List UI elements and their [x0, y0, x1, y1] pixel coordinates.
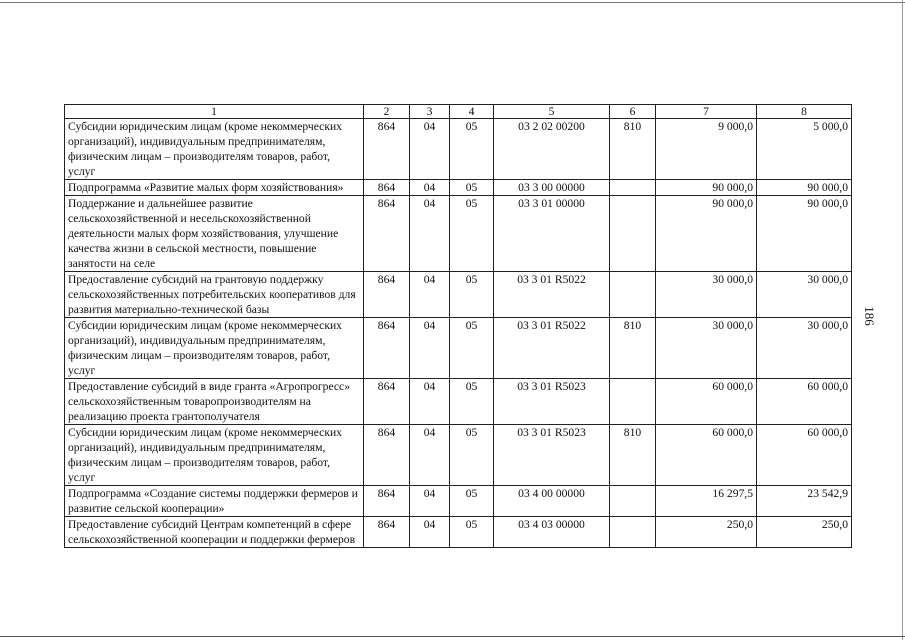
cell-subsection: 05 [450, 379, 494, 425]
scan-border-top [0, 2, 905, 3]
cell-expense-type: 810 [610, 119, 656, 180]
cell-amount-year-1: 250,0 [656, 517, 757, 548]
table-row [65, 272, 852, 318]
scan-border-bottom [0, 636, 905, 637]
cell-amount-year-1: 60 000,0 [656, 379, 757, 425]
cell-grbs-code: 864 [364, 425, 410, 486]
cell-grbs-code: 864 [364, 180, 410, 196]
cell-subsection: 05 [450, 318, 494, 379]
budget-table [64, 104, 852, 548]
table-row [65, 196, 852, 272]
cell-name: Предоставление субсидий на грантовую поддержку сельскохозяйственных потребительских кооперативов для развития материально-технической базы [65, 272, 364, 318]
cell-name: Подпрограмма «Создание системы поддержки фермеров и развитие сельской кооперации» [65, 486, 364, 517]
cell-subsection: 05 [450, 180, 494, 196]
cell-amount-year-2: 30 000,0 [757, 272, 852, 318]
cell-subsection: 05 [450, 119, 494, 180]
cell-expense-type: 810 [610, 318, 656, 379]
header-col-6: 6 [610, 105, 656, 119]
header-col-8: 8 [757, 105, 852, 119]
cell-section: 04 [410, 180, 450, 196]
cell-section: 04 [410, 119, 450, 180]
header-col-2: 2 [364, 105, 410, 119]
cell-amount-year-2: 90 000,0 [757, 180, 852, 196]
cell-section: 04 [410, 379, 450, 425]
cell-expense-type [610, 272, 656, 318]
cell-subsection: 05 [450, 272, 494, 318]
page-number: 186 [862, 306, 877, 326]
header-col-1: 1 [65, 105, 364, 119]
cell-subsection: 05 [450, 486, 494, 517]
cell-name: Субсидии юридическим лицам (кроме некоммерческих организаций), индивидуальным предпринимателям, физическим лицам – производителям товаров, работ, услуг [65, 318, 364, 379]
cell-target-article: 03 4 00 00000 [494, 486, 610, 517]
cell-target-article: 03 3 01 R5022 [494, 318, 610, 379]
cell-subsection: 05 [450, 517, 494, 548]
header-col-7: 7 [656, 105, 757, 119]
cell-expense-type [610, 196, 656, 272]
cell-target-article: 03 2 02 00200 [494, 119, 610, 180]
cell-expense-type [610, 379, 656, 425]
cell-grbs-code: 864 [364, 379, 410, 425]
table-row [65, 486, 852, 517]
cell-amount-year-2: 30 000,0 [757, 318, 852, 379]
header-col-3: 3 [410, 105, 450, 119]
cell-amount-year-2: 250,0 [757, 517, 852, 548]
cell-name: Субсидии юридическим лицам (кроме некоммерческих организаций), индивидуальным предпринимателям, физическим лицам – производителям товаров, работ, услуг [65, 119, 364, 180]
cell-amount-year-1: 9 000,0 [656, 119, 757, 180]
cell-name: Предоставление субсидий Центрам компетенций в сфере сельскохозяйственной кооперации и поддержки фермеров [65, 517, 364, 548]
cell-grbs-code: 864 [364, 196, 410, 272]
cell-name: Подпрограмма «Развитие малых форм хозяйствования» [65, 180, 364, 196]
cell-expense-type [610, 486, 656, 517]
cell-grbs-code: 864 [364, 119, 410, 180]
cell-amount-year-2: 90 000,0 [757, 196, 852, 272]
cell-section: 04 [410, 425, 450, 486]
cell-section: 04 [410, 318, 450, 379]
cell-amount-year-1: 90 000,0 [656, 180, 757, 196]
cell-section: 04 [410, 272, 450, 318]
table-row [65, 379, 852, 425]
cell-grbs-code: 864 [364, 318, 410, 379]
cell-grbs-code: 864 [364, 517, 410, 548]
cell-name: Поддержание и дальнейшее развитие сельскохозяйственной и несельскохозяйственной деятельности малых форм хозяйствования, улучшение качества жизни в сельской местности, повышение занятости на селе [65, 196, 364, 272]
cell-target-article: 03 3 01 R5022 [494, 272, 610, 318]
cell-amount-year-1: 16 297,5 [656, 486, 757, 517]
cell-amount-year-2: 60 000,0 [757, 379, 852, 425]
cell-target-article: 03 3 01 R5023 [494, 425, 610, 486]
cell-name: Субсидии юридическим лицам (кроме некоммерческих организаций), индивидуальным предпринимателям, физическим лицам – производителям товаров, работ, услуг [65, 425, 364, 486]
header-col-5: 5 [494, 105, 610, 119]
cell-expense-type: 810 [610, 425, 656, 486]
cell-target-article: 03 3 00 00000 [494, 180, 610, 196]
cell-target-article: 03 3 01 00000 [494, 196, 610, 272]
table-header-row [65, 105, 852, 119]
table-row [65, 425, 852, 486]
cell-subsection: 05 [450, 425, 494, 486]
cell-target-article: 03 4 03 00000 [494, 517, 610, 548]
header-col-4: 4 [450, 105, 494, 119]
cell-subsection: 05 [450, 196, 494, 272]
cell-amount-year-1: 30 000,0 [656, 272, 757, 318]
cell-expense-type [610, 517, 656, 548]
cell-grbs-code: 864 [364, 272, 410, 318]
cell-grbs-code: 864 [364, 486, 410, 517]
cell-name: Предоставление субсидий в виде гранта «Агропрогресс» сельскохозяйственным товаропроизводителям на реализацию проекта грантополучателя [65, 379, 364, 425]
scan-border-right [902, 0, 903, 640]
cell-section: 04 [410, 517, 450, 548]
table-row [65, 180, 852, 196]
cell-amount-year-2: 60 000,0 [757, 425, 852, 486]
table-row [65, 318, 852, 379]
cell-amount-year-2: 5 000,0 [757, 119, 852, 180]
cell-expense-type [610, 180, 656, 196]
cell-section: 04 [410, 196, 450, 272]
cell-amount-year-1: 90 000,0 [656, 196, 757, 272]
cell-amount-year-2: 23 542,9 [757, 486, 852, 517]
cell-amount-year-1: 60 000,0 [656, 425, 757, 486]
cell-target-article: 03 3 01 R5023 [494, 379, 610, 425]
cell-amount-year-1: 30 000,0 [656, 318, 757, 379]
table-row [65, 517, 852, 548]
cell-section: 04 [410, 486, 450, 517]
table-row [65, 119, 852, 180]
